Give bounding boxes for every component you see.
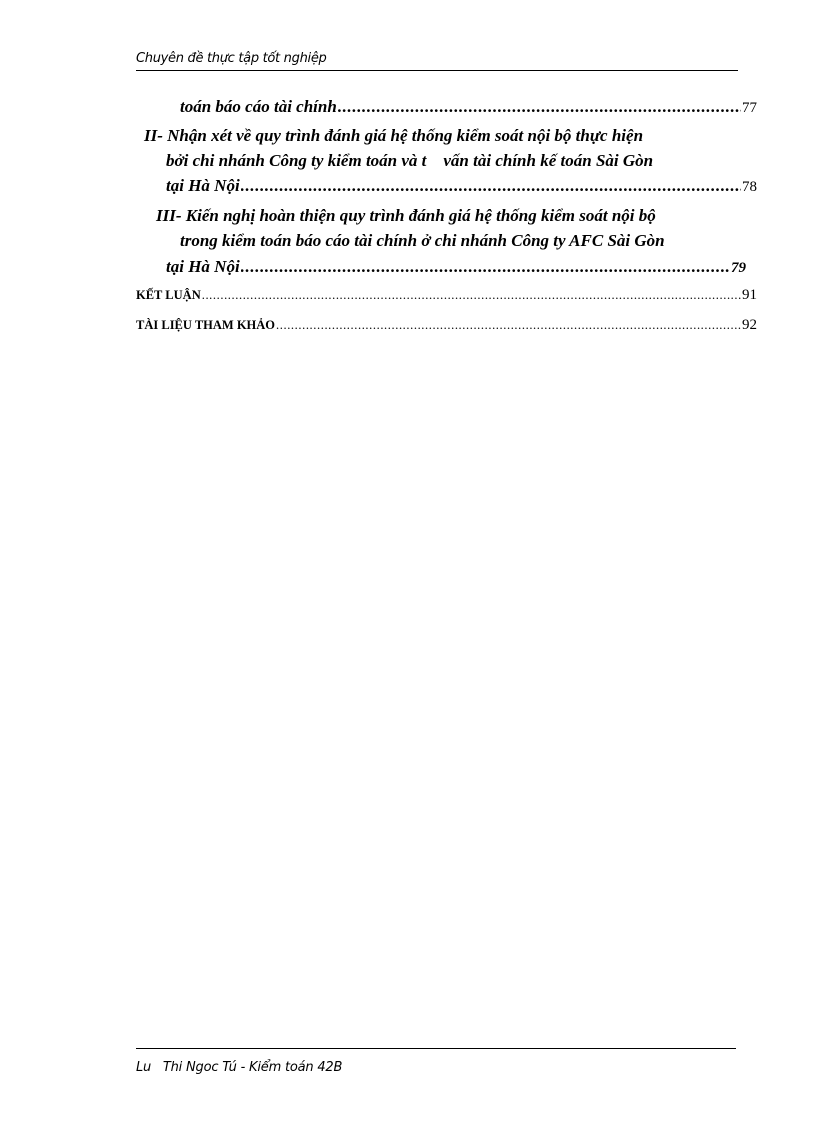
toc-page-number: 78 xyxy=(742,179,757,195)
toc-entry-3-line-3[interactable] xyxy=(166,258,746,276)
toc-entry-2-line-1[interactable]: II- Nhận xét về quy trình đánh giá hệ thống kiểm soát nội bộ thực hiện xyxy=(144,126,644,145)
toc-entry-text: tại Hà Nội xyxy=(166,176,240,195)
toc-entry-3-line-2[interactable]: trong kiểm toán báo cáo tài chính ở chi nhánh Công ty AFC Sài Gòn xyxy=(180,231,665,250)
toc-leader-dots xyxy=(241,177,741,194)
toc-ket-luan[interactable] xyxy=(136,288,757,303)
toc-leader-dots xyxy=(202,289,741,302)
header-title: Chuyên đề thực tập tốt nghiệp xyxy=(136,51,327,66)
toc-entry-text: KẾT LUẬN xyxy=(136,288,201,302)
toc-page-number: 77 xyxy=(742,100,757,116)
toc-entry-2-line-3[interactable] xyxy=(166,177,757,195)
toc-tai-lieu-tham-khao[interactable] xyxy=(136,318,757,333)
toc-page-number: 79 xyxy=(731,260,746,276)
toc-page-number: 91 xyxy=(742,287,757,303)
toc-entry-text: TÀI LIỆU THAM KHẢO xyxy=(136,318,276,332)
toc-entry-1-line-1[interactable] xyxy=(180,98,757,116)
toc-page-number: 92 xyxy=(742,317,757,333)
toc-entry-text: toán báo cáo tài chính xyxy=(180,97,337,116)
footer-rule xyxy=(136,1048,736,1049)
toc-entry-3-line-1[interactable]: III- Kiến nghị hoàn thiện quy trình đánh giá hệ thống kiểm soát nội bộ xyxy=(156,206,656,225)
toc-entry-text: tại Hà Nội xyxy=(166,257,240,276)
toc-entry-2-line-2[interactable]: bởi chi nhánh Công ty kiểm toán và t vấn tài chính kế toán Sài Gòn xyxy=(166,151,654,170)
toc-leader-dots xyxy=(241,258,730,275)
toc-leader-dots xyxy=(276,319,741,332)
footer-text: Lu Thi Ngoc Tú - Kiểm toán 42B xyxy=(136,1060,343,1075)
page-header xyxy=(136,50,738,71)
toc-leader-dots xyxy=(338,98,741,115)
